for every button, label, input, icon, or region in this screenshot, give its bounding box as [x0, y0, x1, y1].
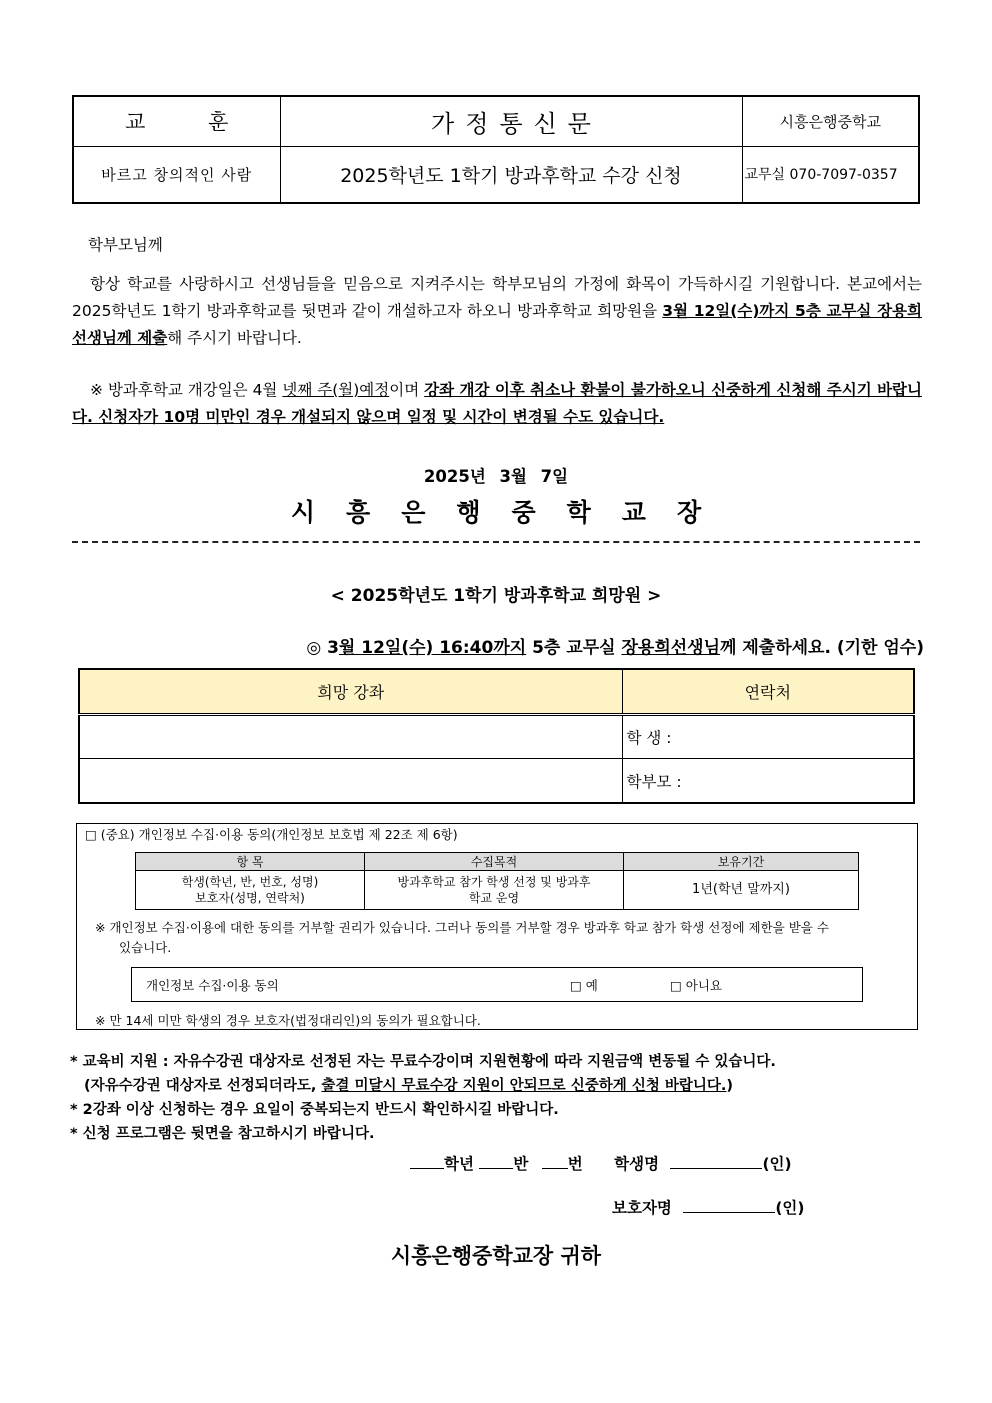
deadline-suffix: 께 제출하세요. (기한 엄수) — [720, 638, 924, 658]
consent-yes-checkbox[interactable]: □ 예 — [570, 978, 598, 993]
deadline-prefix: ◎ 3 — [306, 638, 339, 658]
note-voucher-warning: 출결 미달시 무료수강 지원이 안되므로 신중하게 신청 바랍니다. — [321, 1078, 727, 1094]
course-column-header: 희망 강좌 — [79, 669, 622, 714]
consent-row — [131, 967, 863, 1002]
privacy-purpose-2: 학교 운영 — [468, 891, 520, 905]
guardian-name-blank[interactable] — [683, 1199, 775, 1213]
grade-label: 학년 — [444, 1155, 474, 1173]
parent-contact-label: 학부모 : — [626, 772, 682, 791]
document-title-cell — [280, 146, 742, 203]
letter-date: 2025년 3월 7일 — [423, 467, 569, 486]
consent-no-checkbox[interactable]: □ 아니요 — [670, 978, 723, 993]
header-table — [72, 95, 920, 204]
intro-text: 항상 학교를 사랑하시고 선생님들을 믿음으로 지켜주시는 학부모님의 가정에 화목이 가득하시길 기원합니다. 본교에서는 2025학년도 1학기 방과후학교를 뒷면과 같이 개설하고자 하오니 방과후학교 희망원을 — [72, 275, 922, 320]
privacy-note — [95, 918, 910, 958]
parent-contact-field[interactable] — [622, 759, 914, 803]
grade-blank[interactable] — [410, 1155, 444, 1169]
greeting: 학부모님께 — [88, 236, 163, 254]
notice-text: ※ 방과후학교 개강일은 4월 — [90, 381, 283, 399]
privacy-note-line2: 있습니다. — [119, 940, 172, 955]
privacy-footnote: ※ 만 14세 미만 학생의 경우 보호자(법정대리인)의 동의가 필요합니다. — [95, 1013, 481, 1028]
school-name-cell — [742, 96, 919, 146]
notice-connector: 이며 — [389, 381, 425, 399]
note-voucher-end: ) — [726, 1078, 734, 1094]
note-voucher-start: (자유수강권 대상자로 선정되더라도, — [84, 1078, 322, 1094]
guardian-signature-line — [612, 1196, 804, 1218]
privacy-purpose-cell — [365, 871, 624, 910]
intro-paragraph — [72, 271, 922, 352]
form-title: < 2025학년도 1학기 방과후학교 희망원 > — [330, 586, 662, 606]
note-schedule: * 2강좌 이상 신청하는 경우 요일이 중복되는지 반드시 확인하시길 바랍니다. — [70, 1102, 559, 1118]
privacy-consent-box — [76, 823, 918, 1030]
cut-line — [72, 541, 920, 543]
privacy-header-item: 항 목 — [136, 853, 365, 871]
student-signature-line — [410, 1152, 792, 1174]
privacy-header-period: 보유기간 — [624, 853, 859, 871]
principal-title: 시흥은행중학교장 — [290, 498, 733, 527]
deadline-place: 5층 교무실 — [526, 638, 622, 658]
note-program: * 신청 프로그램은 뒷면을 참고하시기 바랍니다. — [70, 1126, 375, 1142]
phone-cell — [742, 146, 919, 203]
start-week-text: 넷째 주(월)예정 — [282, 381, 390, 399]
gazette-title-cell — [280, 96, 742, 146]
privacy-period: 1년(학년 말까지) — [624, 871, 859, 910]
student-contact-label: 학 생 : — [626, 728, 672, 747]
student-name-label: 학생명 — [614, 1155, 660, 1173]
document-title: 2025학년도 1학기 방과후학교 수강 신청 — [340, 164, 682, 187]
course-field-2[interactable] — [79, 759, 622, 803]
privacy-note-line1: ※ 개인정보 수집·이용에 대한 동의를 거부할 권리가 있습니다. 그러나 동의를 거부할 경우 방과후 학교 참가 학생 선정에 제한을 받을 수 — [95, 920, 829, 935]
student-seal: (인) — [762, 1155, 792, 1173]
privacy-table — [135, 852, 859, 910]
class-label: 반 — [513, 1155, 529, 1173]
note-voucher — [70, 1074, 930, 1098]
contact-column-header: 연락처 — [622, 669, 914, 714]
number-blank[interactable] — [542, 1155, 568, 1169]
privacy-item-guardian: 보호자(성명, 연락처) — [195, 891, 305, 905]
addressee: 시흥은행중학교장 귀하 — [390, 1244, 602, 1268]
deadline-date: 월 12일(수) 16:40까지 — [338, 638, 527, 658]
guardian-seal: (인) — [775, 1199, 805, 1217]
motto: 바르고 창의적인 사람 — [101, 165, 253, 184]
wish-table — [78, 668, 915, 804]
privacy-header-purpose: 수집목적 — [365, 853, 624, 871]
privacy-purpose-1: 방과후학교 참가 학생 선정 및 방과후 — [397, 875, 591, 889]
class-blank[interactable] — [479, 1155, 513, 1169]
number-label: 번 — [567, 1155, 583, 1173]
privacy-heading: □ (중요) 개인정보 수집·이용 동의(개인정보 보호법 제 22조 제 6항) — [85, 827, 458, 842]
privacy-items-cell — [136, 871, 365, 910]
guardian-name-label: 보호자명 — [612, 1199, 672, 1217]
motto-heading-cell — [73, 96, 280, 146]
course-field-1[interactable] — [79, 714, 622, 758]
form-deadline — [250, 633, 924, 658]
gazette-title: 가정통신문 — [431, 109, 602, 138]
motto-cell — [73, 146, 280, 203]
motto-heading: 교 훈 — [125, 110, 257, 135]
consent-label: 개인정보 수집·이용 동의 — [146, 978, 279, 993]
privacy-item-student: 학생(학년, 반, 번호, 성명) — [181, 875, 319, 889]
phone-number: 교무실 070-7097-0357 — [744, 167, 898, 184]
notes-block — [70, 1050, 930, 1146]
submission-deadline-text: 3월 12일(수)까지 5층 교무실 장용희선생님께 제출 — [72, 302, 922, 347]
deadline-teacher: 장용희선생님 — [621, 638, 721, 658]
intro-text-end: 해 주시기 바랍니다. — [167, 329, 302, 347]
note-support: * 교육비 지원 : 자유수강권 대상자로 선정된 자는 무료수강이며 지원현황에 따라 지원금액 변동될 수 있습니다. — [70, 1054, 776, 1070]
student-contact-field[interactable] — [622, 714, 914, 758]
school-name: 시흥은행중학교 — [779, 112, 881, 131]
student-name-blank[interactable] — [670, 1155, 762, 1169]
notice-paragraph — [72, 377, 922, 431]
refund-warning: 강좌 개강 이후 취소나 환불이 불가하오니 신중하게 신청해 주시기 바랍니다. 신청자가 10명 미만인 경우 개설되지 않으며 일정 및 시간이 변경될 수도 있습니다. — [72, 381, 922, 426]
